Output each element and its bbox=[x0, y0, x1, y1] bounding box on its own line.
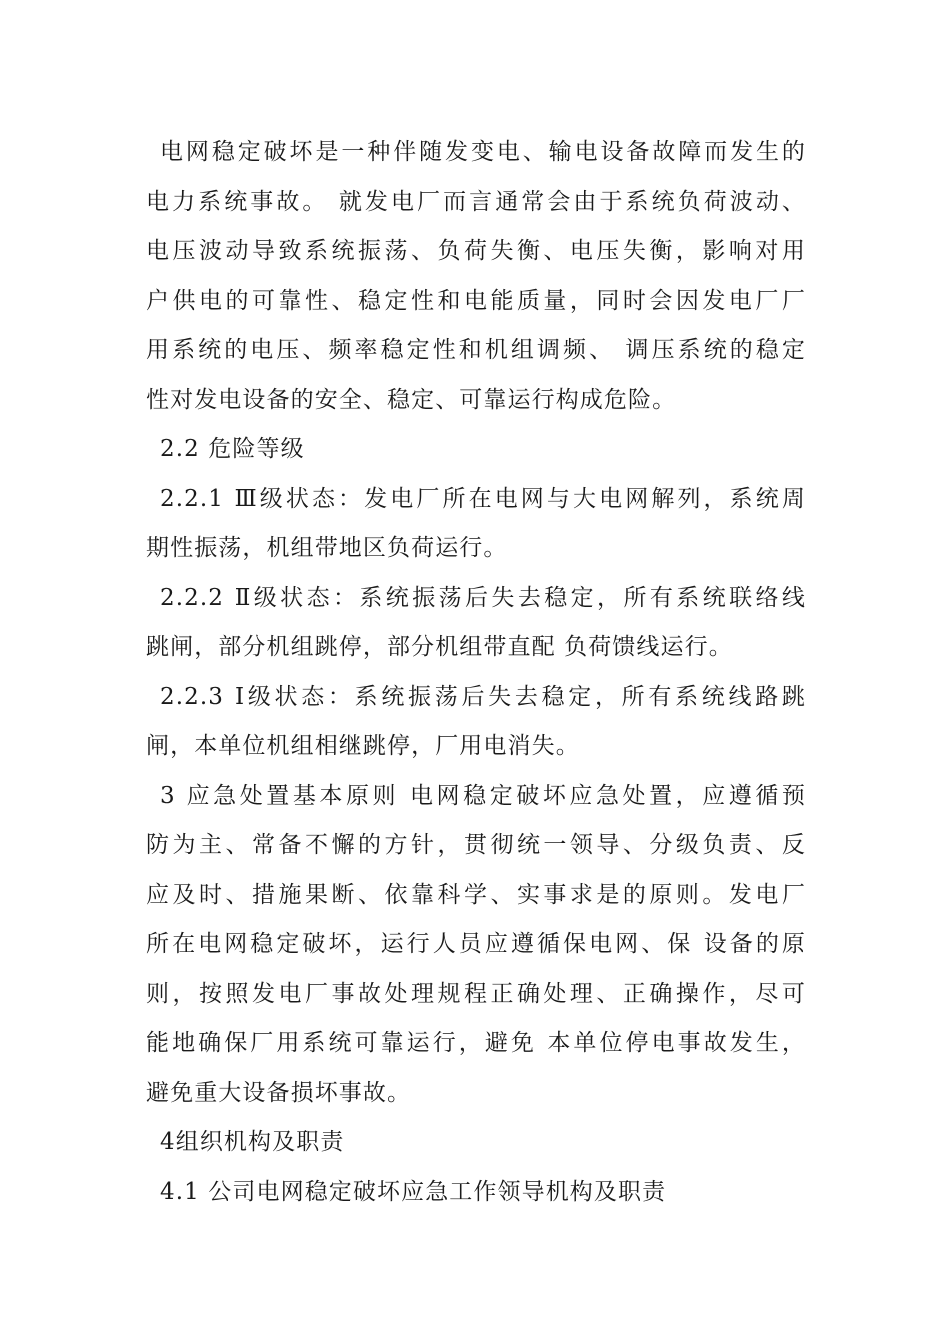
paragraph-line: 应及时、措施果断、依靠科学、实事求是的原则。发电厂 bbox=[146, 881, 806, 908]
section-heading: 2.2 危险等级 bbox=[160, 436, 305, 462]
paragraph-line: 避免重大设备损坏事故。 bbox=[146, 1079, 412, 1106]
paragraph-line: 防为主、常备不懈的方针，贯彻统一领导、分级负责、反 bbox=[146, 832, 806, 858]
paragraph-line: 用系统的电压、频率稳定性和机组调频、 调压系统的稳定 bbox=[146, 337, 806, 363]
paragraph-line: 电网稳定破坏是一种伴随发变电、输电设备故障而发生的 bbox=[160, 139, 806, 165]
paragraph-line: 2.2.3 Ⅰ级状态：系统振荡后失去稳定，所有系统线路跳 bbox=[160, 683, 806, 710]
paragraph-line: 所在电网稳定破坏，运行人员应遵循保电网、保 设备的原 bbox=[146, 931, 806, 957]
paragraph-line: 电力系统事故。 就发电厂而言通常会由于系统负荷波动、 bbox=[146, 188, 806, 215]
paragraph-line: 2.2.1 Ⅲ级状态：发电厂所在电网与大电网解列，系统周 bbox=[160, 485, 806, 512]
paragraph-line: 户供电的可靠性、稳定性和电能质量，同时会因发电厂厂 bbox=[146, 287, 806, 314]
paragraph-line: 3 应急处置基本原则 电网稳定破坏应急处置，应遵循预 bbox=[160, 782, 806, 809]
paragraph-line: 电压波动导致系统振荡、负荷失衡、电压失衡，影响对用 bbox=[146, 238, 806, 264]
document-body bbox=[146, 128, 806, 1217]
paragraph-line: 2.2.2 Ⅱ级状态：系统振荡后失去稳定，所有系统联络线 bbox=[160, 584, 806, 611]
section-heading: 4组织机构及职责 bbox=[160, 1129, 345, 1155]
paragraph-line: 期性振荡，机组带地区负荷运行。 bbox=[146, 535, 508, 561]
section-heading: 4.1 公司电网稳定破坏应急工作领导机构及职责 bbox=[160, 1178, 667, 1205]
paragraph-line: 跳闸，部分机组跳停，部分机组带直配 负荷馈线运行。 bbox=[146, 634, 733, 660]
paragraph-line: 性对发电设备的安全、稳定、可靠运行构成危险。 bbox=[146, 386, 677, 413]
paragraph-line: 能地确保厂用系统可靠运行，避免 本单位停电事故发生， bbox=[146, 1030, 806, 1056]
paragraph-line: 则，按照发电厂事故处理规程正确处理、正确操作，尽可 bbox=[146, 980, 806, 1007]
paragraph-line: 闸，本单位机组相继跳停，厂用电消失。 bbox=[146, 733, 580, 759]
